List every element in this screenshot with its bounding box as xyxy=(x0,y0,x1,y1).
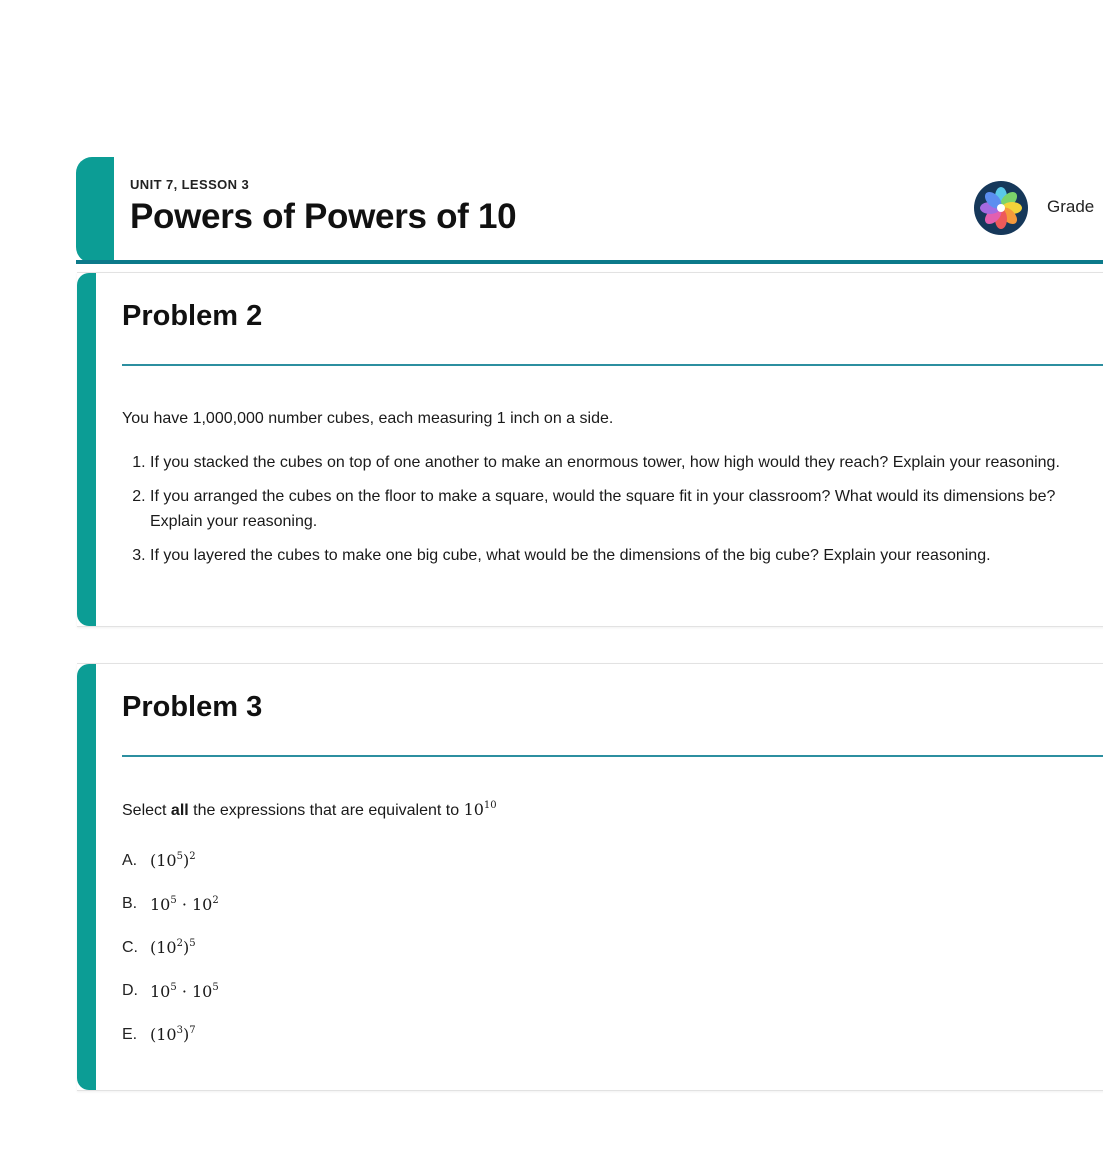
prompt-text-start: Select xyxy=(122,802,171,819)
prompt-text-end: the expressions that are equivalent to xyxy=(188,802,464,819)
answer-option-b[interactable] xyxy=(122,883,219,927)
problem-2-question-list xyxy=(122,450,1100,577)
problem-3-divider xyxy=(122,755,1103,757)
header-divider xyxy=(76,260,1103,264)
grade-label: Grade xyxy=(1047,197,1095,216)
option-expression: $(10^3)^7$ xyxy=(150,1025,196,1045)
answer-options-list xyxy=(122,839,219,1057)
problem-2-intro: You have 1,000,000 number cubes, each measuring 1 inch on a side. xyxy=(122,410,614,427)
lesson-header xyxy=(76,157,1103,265)
question-item: 3. If you layered the cubes to make one big cube, what would be the dimensions of the big cube? Explain your reasoning. xyxy=(150,543,1100,568)
problem-2-card xyxy=(77,272,1103,627)
option-expression: $10^5 \cdot 10^5$ xyxy=(150,981,219,1001)
question-item: 2. If you arranged the cubes on the floor to make a square, would the square fit in your classroom? What would its dimensions be? Explain your reasoning. xyxy=(150,484,1100,534)
answer-option-a[interactable] xyxy=(122,839,219,883)
question-item: 1. If you stacked the cubes on top of one another to make an enormous tower, how high would they reach? Explain your reasoning. xyxy=(150,450,1100,475)
problem-3-title: Problem 3 xyxy=(122,691,263,723)
option-letter: C. xyxy=(122,938,138,956)
card-accent-bar xyxy=(77,273,96,626)
option-expression: $(10^5)^2$ xyxy=(150,851,196,871)
option-letter: E. xyxy=(122,1025,138,1043)
problem-3-card xyxy=(77,663,1103,1091)
answer-option-e[interactable] xyxy=(122,1013,219,1057)
problem-3-prompt xyxy=(122,797,1067,823)
answer-option-c[interactable] xyxy=(122,926,219,970)
prompt-emphasis: all xyxy=(170,802,189,819)
problem-2-title: Problem 2 xyxy=(122,300,263,332)
option-expression: $10^5 \cdot 10^2$ xyxy=(150,894,219,914)
option-letter: B. xyxy=(122,895,138,913)
target-expression: $10^{10}$ xyxy=(463,800,497,819)
answer-option-d[interactable] xyxy=(122,970,219,1014)
option-letter: D. xyxy=(122,982,138,1000)
option-letter: A. xyxy=(122,851,138,869)
flower-logo-icon xyxy=(973,180,1029,236)
card-accent-bar xyxy=(77,664,96,1090)
unit-lesson-label: UNIT 7, LESSON 3 xyxy=(130,177,250,192)
problem-2-divider xyxy=(122,364,1103,366)
option-expression: $(10^2)^5$ xyxy=(150,938,196,958)
header-accent-bar xyxy=(76,157,114,263)
lesson-title: Powers of Powers of 10 xyxy=(130,197,517,236)
